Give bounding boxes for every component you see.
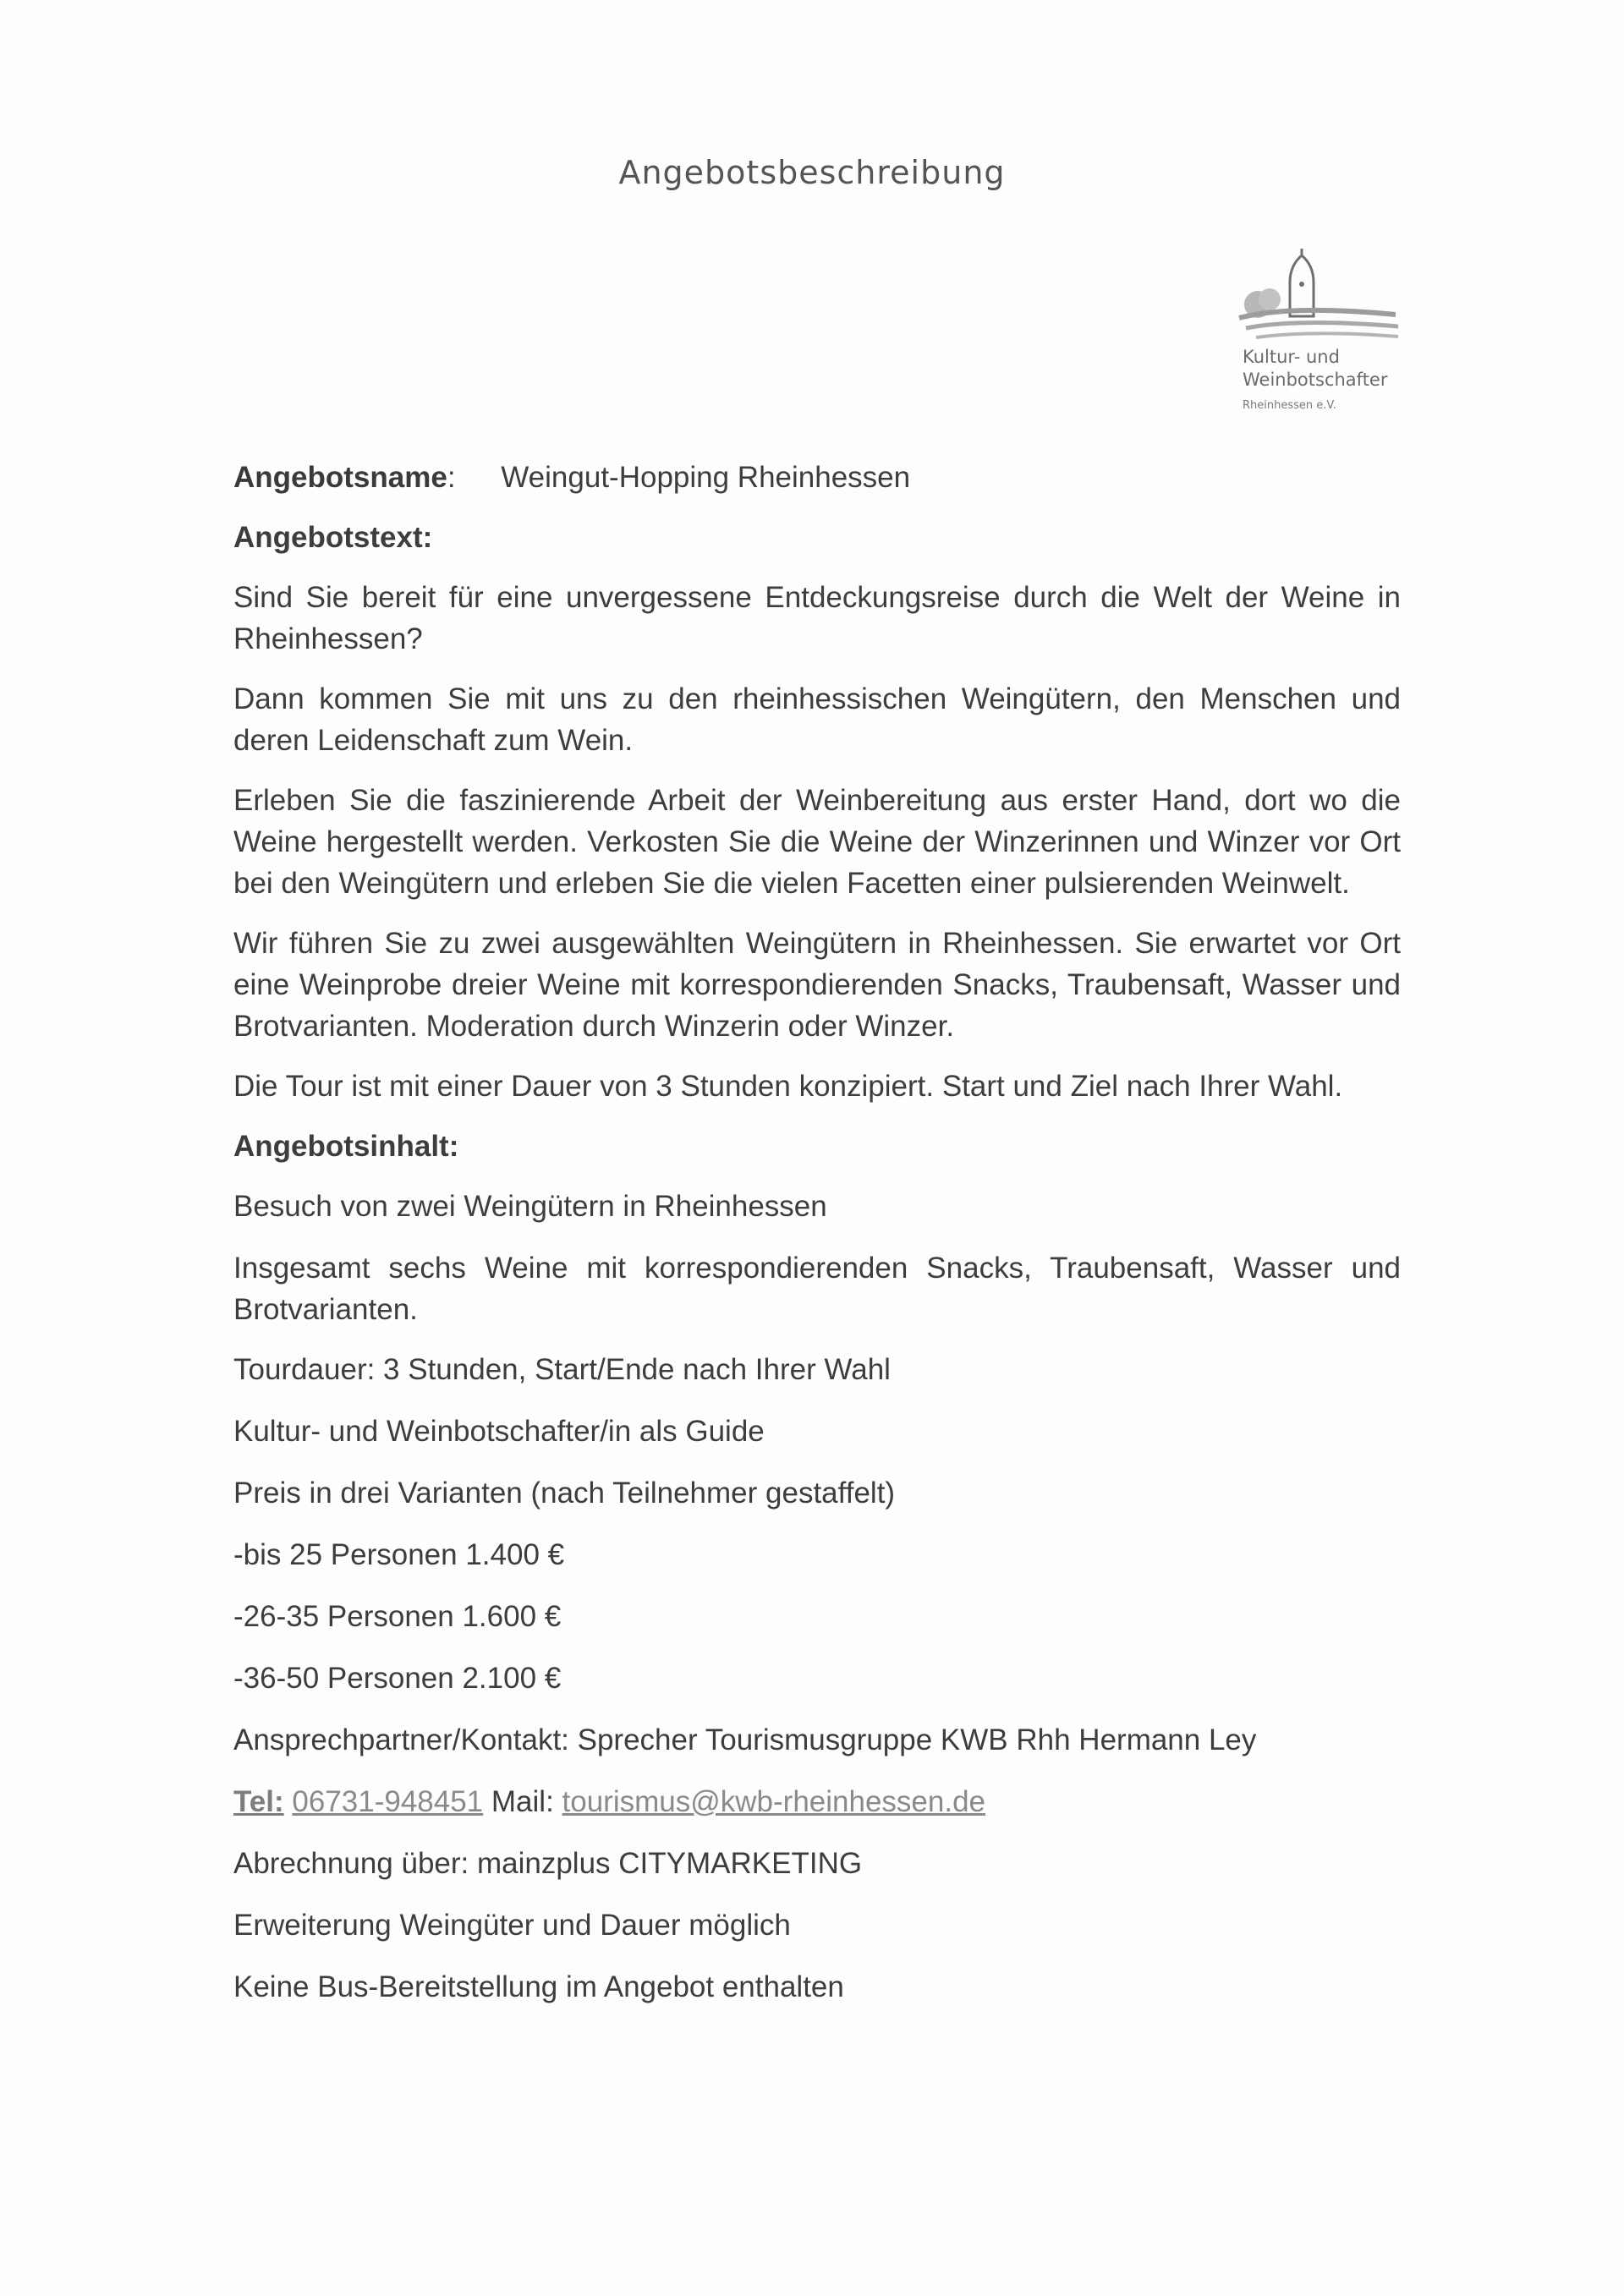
footer-item: Abrechnung über: mainzplus CITYMARKETING [233,1847,863,1880]
content-item: Preis in drei Varianten (nach Teilnehmer gestaffelt) [233,1477,896,1510]
logo-wave-2 [1246,322,1398,328]
offer-name-label: Angebotsname [233,461,447,494]
price-tier: -36-50 Personen 2.100 € [233,1662,562,1695]
price-tier: -26-35 Personen 1.600 € [233,1600,562,1633]
logo-text-line3: Rheinhessen e.V. [1243,399,1336,412]
contact-row [233,1781,1401,1822]
offer-name-separator: : [447,461,456,494]
footer-item: Erweiterung Weingüter und Dauer möglich [233,1909,791,1942]
offer-paragraph: Wir führen Sie zu zwei ausgewählten Weingütern in Rheinhessen. Sie erwartet vor Ort eine Weinprobe dreier Weine mit korrespondierenden Snacks, Traubensaft, Wasser und Brotvarianten. Moderation durch Winzerin oder Winzer. [233,927,1401,1043]
tel-label: Tel: [233,1785,284,1818]
offer-paragraph: Die Tour ist mit einer Dauer von 3 Stunden konzipiert. Start und Ziel nach Ihrer Wahl. [233,1070,1343,1103]
kwb-logo-icon [1231,247,1408,344]
price-tier: -bis 25 Personen 1.400 € [233,1538,565,1571]
offer-paragraph: Sind Sie bereit für eine unvergessene Entdeckungsreise durch die Welt der Weine in Rheinhessen? [233,581,1401,655]
offer-paragraph: Dann kommen Sie mit uns zu den rheinhessischen Weingütern, den Menschen und deren Leidenschaft zum Wein. [233,682,1401,757]
logo-text-line1: Kultur- und [1243,347,1340,367]
offer-text-label: Angebotstext: [233,521,433,554]
content-item: Kultur- und Weinbotschafter/in als Guide [233,1415,765,1448]
offer-content [233,457,1401,2028]
offer-name-row [233,457,1401,498]
document-title: Angebotsbeschreibung [618,154,1006,191]
footer-item: Keine Bus-Bereitstellung im Angebot enthalten [233,1970,844,2003]
tel-link[interactable]: 06731-948451 [292,1785,484,1818]
mail-label: Mail: [491,1785,554,1818]
mail-link[interactable]: tourismus@kwb-rheinhessen.de [562,1785,986,1818]
logo-text-line2: Weinbotschafter [1243,370,1388,390]
content-item: Insgesamt sechs Weine mit korrespondierenden Snacks, Traubensaft, Wasser und Brotvarianten. [233,1252,1401,1326]
logo-wave-3 [1256,333,1398,337]
offer-content-label: Angebotsinhalt: [233,1130,459,1163]
content-item: Besuch von zwei Weingütern in Rheinhessen [233,1190,827,1223]
contact-person: Ansprechpartner/Kontakt: Sprecher Tourismusgruppe KWB Rhh Hermann Ley [233,1723,1257,1756]
content-item: Tourdauer: 3 Stunden, Start/Ende nach Ihrer Wahl [233,1353,891,1386]
offer-name-value: Weingut-Hopping Rheinhessen [501,461,911,494]
offer-paragraph: Erleben Sie die faszinierende Arbeit der Weinbereitung aus erster Hand, dort wo die Weine hergestellt werden. Verkosten Sie die Weine der Winzerinnen und Winzer vor Ort bei den Weingütern und erleben Sie die vielen Facetten einer pulsierenden Weinwelt. [233,784,1401,900]
kwb-logo [1231,247,1408,425]
